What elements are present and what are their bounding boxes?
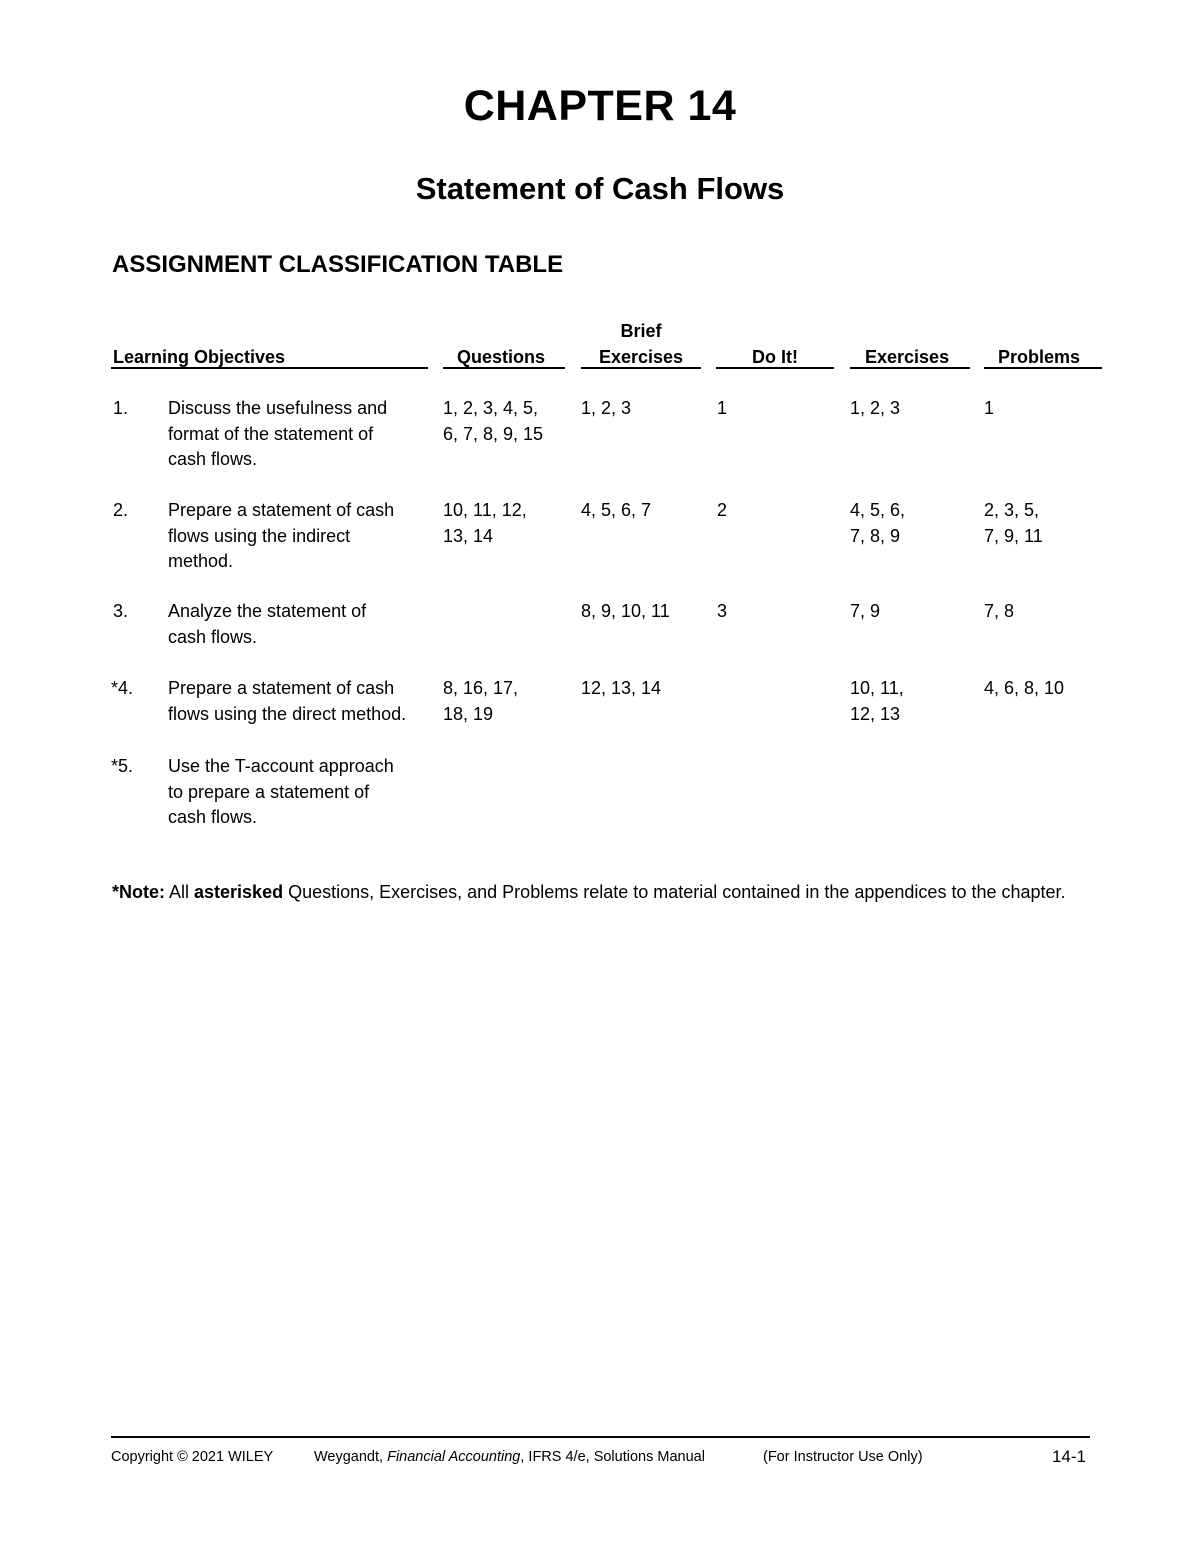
col-header-questions: Questions	[457, 347, 546, 367]
header-rule	[581, 367, 701, 369]
footer-copyright: Copyright © 2021 WILEY	[111, 1449, 274, 1465]
header-rule	[984, 367, 1102, 369]
table-header	[0, 318, 1200, 372]
exercises-cell: 1, 2, 3	[850, 398, 901, 418]
questions-cell: 10, 11, 12, 13, 14	[443, 500, 527, 546]
col-header-brief-exercises	[581, 318, 701, 370]
page-number: 14-1	[1051, 1447, 1086, 1466]
objective-number: 2.	[113, 500, 129, 520]
problems-cell: 7, 8	[984, 601, 1015, 621]
footer-book	[314, 1446, 705, 1468]
problems-cell: 2, 3, 5, 7, 9, 11	[984, 500, 1043, 546]
footer-rule	[111, 1436, 1090, 1438]
exercises-cell: 10, 11, 12, 13	[850, 678, 904, 724]
header-rule	[111, 367, 428, 369]
objective-text: Use the T-account approach to prepare a statement of cash flows.	[168, 756, 394, 827]
header-rule	[716, 367, 834, 369]
header-rule	[850, 367, 970, 369]
note-emphasis: asterisked	[194, 882, 284, 902]
col-header-problems: Problems	[998, 347, 1081, 367]
exercises-cell: 4, 5, 6, 7, 8, 9	[850, 500, 906, 546]
doit-cell: 1	[717, 398, 728, 418]
questions-cell: 8, 16, 17, 18, 19	[443, 678, 519, 724]
col-header-exercises: Exercises	[865, 347, 950, 367]
header-rule	[443, 367, 565, 369]
brief-exercises-cell: 1, 2, 3	[581, 398, 632, 418]
col-header-brief-line2: Exercises	[598, 347, 684, 367]
page-footer	[111, 1446, 1090, 1468]
chapter-subtitle: Statement of Cash Flows	[415, 171, 785, 206]
problems-cell: 4, 6, 8, 10	[984, 678, 1065, 698]
chapter-title: CHAPTER 14	[463, 82, 737, 130]
objective-number: *5.	[111, 756, 134, 776]
note-paragraph	[112, 880, 1102, 906]
problems-cell: 1	[984, 398, 995, 418]
col-header-brief-line1: Brief	[620, 321, 662, 341]
note-label: *Note:	[112, 882, 165, 902]
objective-text: Prepare a statement of cash flows using the indirect method.	[168, 500, 395, 571]
objective-text: Analyze the statement of cash flows.	[168, 601, 367, 647]
objective-number: 3.	[113, 601, 129, 621]
objective-text: Discuss the usefulness and format of the statement of cash flows.	[168, 398, 388, 469]
note-pre: All	[165, 882, 195, 902]
objective-number: 1.	[113, 398, 129, 418]
questions-cell: 1, 2, 3, 4, 5, 6, 7, 8, 9, 15	[443, 398, 544, 444]
col-header-doit: Do It!	[752, 347, 798, 367]
brief-exercises-cell: 12, 13, 14	[581, 678, 662, 698]
note-text: Questions, Exercises, and Problems relate to material contained in the appendices to the chapter.	[283, 882, 1066, 902]
doit-cell: 2	[717, 500, 728, 520]
footer-edition: , IFRS 4/e, Solutions Manual	[520, 1449, 705, 1465]
brief-exercises-cell: 4, 5, 6, 7	[581, 500, 652, 520]
brief-exercises-cell: 8, 9, 10, 11	[581, 601, 670, 621]
col-header-objectives: Learning Objectives	[113, 347, 286, 367]
doit-cell: 3	[717, 601, 728, 621]
footer-author: Weygandt,	[314, 1449, 388, 1465]
footer-book-title: Financial Accounting	[387, 1449, 521, 1465]
section-heading: ASSIGNMENT CLASSIFICATION TABLE	[112, 251, 564, 278]
exercises-cell: 7, 9	[850, 601, 881, 621]
objective-number: *4.	[111, 678, 134, 698]
objective-text: Prepare a statement of cash flows using the direct method.	[168, 678, 407, 724]
footer-instructor-note: (For Instructor Use Only)	[763, 1449, 923, 1465]
